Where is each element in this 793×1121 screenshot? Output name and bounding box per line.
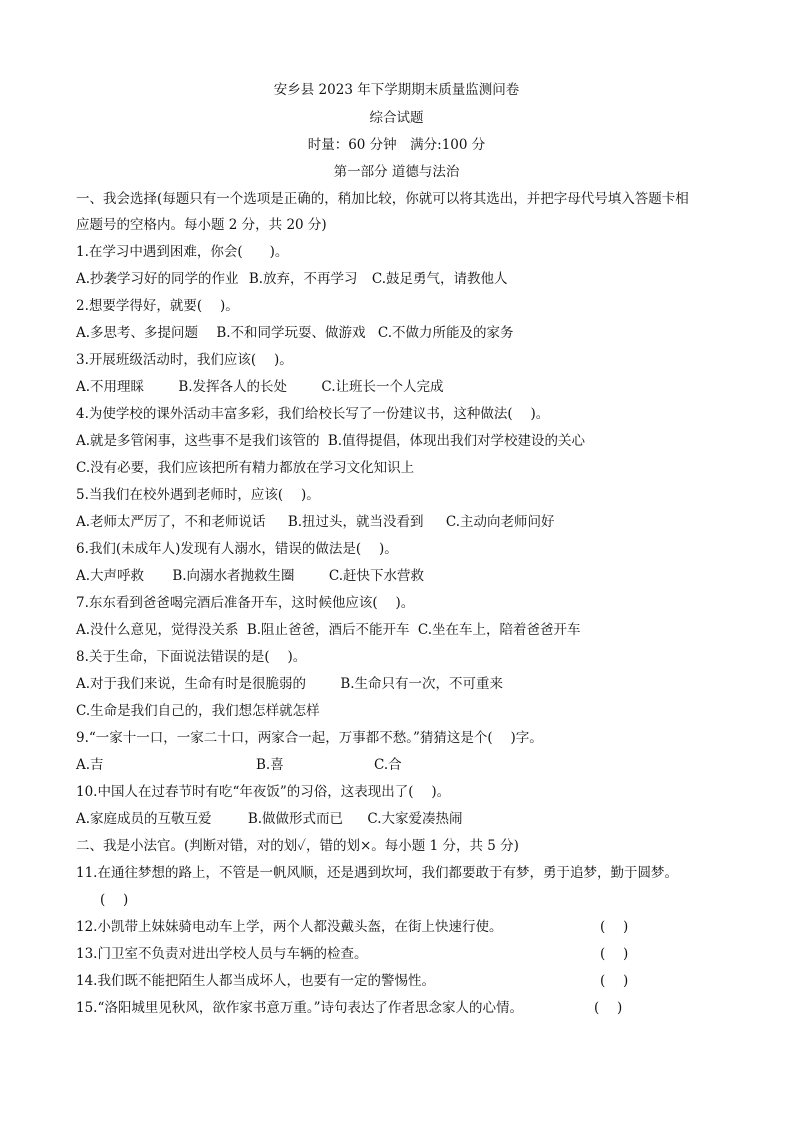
judge-14-stem: 14.我们既不能把陌生人都当成坏人，也要有一定的警惕性。 — [76, 973, 435, 989]
question-10-options — [76, 807, 463, 827]
section2-title: 二、我是小法官。(判断对错，对的划✓，错的划×。每小题 1 分，共 5 分) — [76, 838, 519, 854]
option-c: C.大家爱凑热闹 — [367, 811, 463, 827]
option-c: C.主动向老师问好 — [445, 514, 555, 530]
option-b: B.生命只有一次，不可重来 — [340, 676, 504, 692]
option-a: A.没什么意见，觉得没关系 — [76, 622, 239, 638]
question-6-stem: 6.我们(未成年人)发现有人溺水，错误的做法是( )。 — [76, 541, 398, 557]
option-a: A.大声呼救 — [76, 568, 145, 584]
option-b: B.喜 — [256, 757, 284, 773]
option-c: C.不做力所能及的家务 — [377, 325, 514, 341]
option-b: B.阻止爸爸，酒后不能开车 — [246, 622, 410, 638]
judge-14-blank: ( ) — [600, 973, 629, 989]
option-a: A.抄袭学习好的同学的作业 — [76, 271, 239, 287]
question-8-option-c: C.生命是我们自己的，我们想怎样就怎样 — [76, 703, 320, 719]
option-a: A.不用理睬 — [76, 379, 145, 395]
section1-title-cont: 应题号的空格内。每小题 2 分，共 20 分) — [76, 217, 327, 233]
option-b: B.值得提倡，体现出我们对学校建设的关心 — [327, 433, 586, 449]
option-c: C.赶快下水营救 — [328, 568, 424, 584]
question-9-options — [76, 753, 456, 773]
question-3-options — [76, 375, 444, 395]
option-b: B.发挥各人的长处 — [178, 379, 288, 395]
option-a: A.对于我们来说，生命有时是很脆弱的 — [76, 676, 307, 692]
question-9-stem: 9.“一家十一口，一家二十口，两家合一起，万事都不愁。”猜猜这是个( )字。 — [76, 730, 543, 746]
option-a: A.多思考、多提问题 — [76, 325, 199, 341]
question-7-options — [76, 618, 581, 638]
judge-12-blank: ( ) — [600, 919, 629, 935]
option-b: B.做做形式而已 — [247, 811, 344, 827]
part-title: 第一部分 道德与法治 — [333, 164, 460, 180]
judge-11-blank: ( ) — [100, 892, 129, 908]
question-5-options — [76, 510, 555, 530]
section1-title: 一、我会选择(每题只有一个选项是正确的，稍加比较，你就可以将其选出，并把字母代号填入答题卡相 — [76, 191, 689, 207]
question-6-options — [76, 564, 424, 584]
question-1-options — [76, 267, 508, 287]
option-c: C.鼓足勇气，请教他人 — [371, 271, 508, 287]
question-5-stem: 5.当我们在校外遇到老师时，应该( )。 — [76, 487, 320, 503]
judge-11-stem: 11.在通往梦想的路上，不管是一帆风顺，还是遇到坎坷，我们都要敢于有梦，勇于追梦，勤于圆梦。 — [76, 865, 678, 881]
question-7-stem: 7.东东看到爸爸喝完酒后准备开车，这时候他应该( )。 — [76, 595, 415, 611]
option-b: B.放弃，不再学习 — [248, 271, 358, 287]
option-c: C.坐在车上，陪着爸爸开车 — [417, 622, 581, 638]
option-b: B.扭过头，就当没看到 — [287, 514, 424, 530]
option-a: A.就是多管闲事，这些事不是我们该管的 — [76, 433, 320, 449]
question-4-stem: 4.为使学校的课外活动丰富多彩，我们给校长写了一份建议书，这种做法( )。 — [76, 406, 550, 422]
judge-15-blank: ( ) — [594, 1000, 623, 1016]
exam-title: 安乡县 2023 年下学期期末质量监测问卷 — [273, 82, 520, 98]
judge-15-stem: 15.“洛阳城里见秋风，欲作家书意万重。”诗句表达了作者思念家人的心情。 — [76, 1000, 524, 1016]
question-2-stem: 2.想要学得好，就要( )。 — [76, 298, 239, 314]
time-info: 时量：60 分钟 满分:100 分 — [307, 137, 486, 153]
question-10-stem: 10.中国人在过春节时有吃“年夜饭”的习俗，这表现出了( )。 — [76, 784, 451, 800]
option-c: C.让班长一个人完成 — [321, 379, 444, 395]
option-c: C.合 — [374, 757, 402, 773]
option-a: A.老师太严厉了，不和老师说话 — [76, 514, 266, 530]
option-a: A.家庭成员的互敬互爱 — [76, 811, 212, 827]
option-b: B.不和同学玩耍、做游戏 — [216, 325, 366, 341]
question-2-options — [76, 321, 514, 341]
question-4-option-c: C.没有必要，我们应该把所有精力都放在学习文化知识上 — [76, 460, 415, 476]
question-8-options-ab — [76, 672, 503, 692]
judge-12-stem: 12.小凯带上妹妹骑电动车上学，两个人都没戴头盔，在街上快速行使。 — [76, 919, 503, 935]
question-8-stem: 8.关于生命，下面说法错误的是( )。 — [76, 649, 307, 665]
question-1-stem: 1.在学习中遇到困难，你会( )。 — [76, 244, 289, 260]
judge-13-stem: 13.门卫室不负责对进出学校人员与车辆的检查。 — [76, 946, 368, 962]
option-b: B.向溺水者抛救生圈 — [172, 568, 295, 584]
judge-13-blank: ( ) — [600, 946, 629, 962]
question-3-stem: 3.开展班级活动时，我们应该( )。 — [76, 352, 293, 368]
question-4-options-ab — [76, 429, 585, 449]
option-a: A.吉 — [76, 757, 104, 773]
exam-subtitle: 综合试题 — [369, 110, 424, 126]
